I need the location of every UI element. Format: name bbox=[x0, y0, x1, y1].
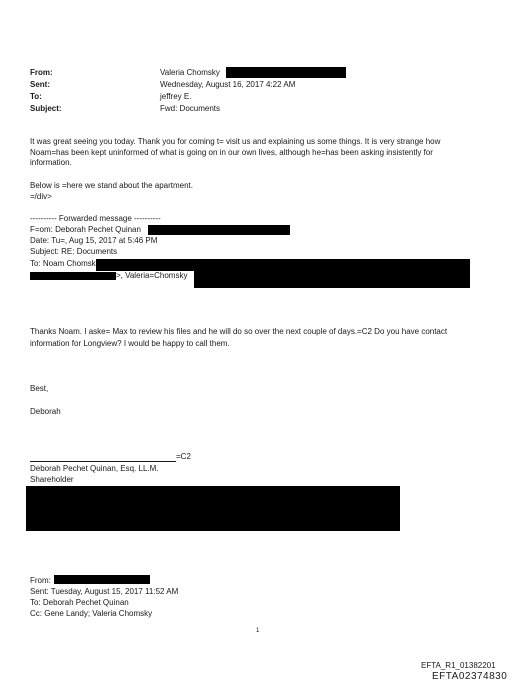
subject-label: Subject: bbox=[30, 104, 62, 113]
signer-name: Deborah bbox=[30, 407, 61, 416]
closing: Best, bbox=[30, 384, 49, 393]
signature-tail: =C2 bbox=[176, 452, 191, 461]
prior-sent: Sent: Tuesday, August 15, 2017 11:52 AM bbox=[30, 587, 179, 596]
prior-from: From: bbox=[30, 576, 51, 585]
sent-value: Wednesday, August 16, 2017 4:22 AM bbox=[160, 80, 296, 89]
to-label: To: bbox=[30, 92, 42, 101]
signature-name: Deborah Pechet Quinan, Esq. LL.M. bbox=[30, 464, 159, 473]
prior-cc: Cc: Gene Landy; Valeria Chomsky bbox=[30, 609, 153, 618]
forwarded-marker: ---------- Forwarded message ---------- bbox=[30, 214, 161, 223]
to-value: jeffrey E. bbox=[160, 92, 192, 101]
from-value: Valeria Chomsky bbox=[160, 68, 220, 77]
redaction-block bbox=[26, 486, 400, 531]
redaction-bar bbox=[54, 575, 150, 584]
redaction-bar bbox=[148, 225, 290, 235]
signature-title: Shareholder bbox=[30, 475, 74, 484]
redaction-bar bbox=[30, 272, 116, 280]
forwarded-to: To: Noam Chomsk bbox=[30, 259, 96, 268]
body-paragraph-2-line-1: Below is =here we stand about the apartment. bbox=[30, 181, 193, 190]
forwarded-subject: Subject: RE: Documents bbox=[30, 247, 118, 256]
signature-underline bbox=[30, 461, 176, 462]
prior-to: To: Deborah Pechet Quinan bbox=[30, 598, 129, 607]
forwarded-date: Date: Tu=, Aug 15, 2017 at 5:46 PM bbox=[30, 236, 158, 245]
redaction-bar bbox=[194, 270, 470, 288]
page-number: 1 bbox=[256, 628, 260, 634]
from-label: From: bbox=[30, 68, 53, 77]
redaction-bar bbox=[226, 67, 346, 78]
forwarded-cc-fragment: >, Valeria=Chomsky bbox=[116, 271, 188, 280]
footer-id-1: EFTA_R1_01382201 bbox=[421, 661, 496, 670]
body-paragraph-1: It was great seeing you today. Thank you for coming t= visit us and explaining us some things. It is very strange how Noam=has been kept uninformed of what is going on in our own lives, although he=has been asking insistently for information. bbox=[30, 137, 441, 167]
subject-value: Fwd: Documents bbox=[160, 104, 221, 113]
forwarded-from: F=om: Deborah Pechet Quinan bbox=[30, 225, 141, 234]
body-paragraph-2-line-2: =/div> bbox=[30, 192, 52, 201]
reply-line-2: information for Longview? I would be happy to call them. bbox=[30, 339, 230, 348]
footer-id-2: EFTA02374830 bbox=[432, 671, 508, 682]
reply-line-1: Thanks Noam. I aske= Max to review his files and he will do so over the next couple of days.=C2 Do you have contact bbox=[30, 327, 448, 336]
sent-label: Sent: bbox=[30, 80, 50, 89]
